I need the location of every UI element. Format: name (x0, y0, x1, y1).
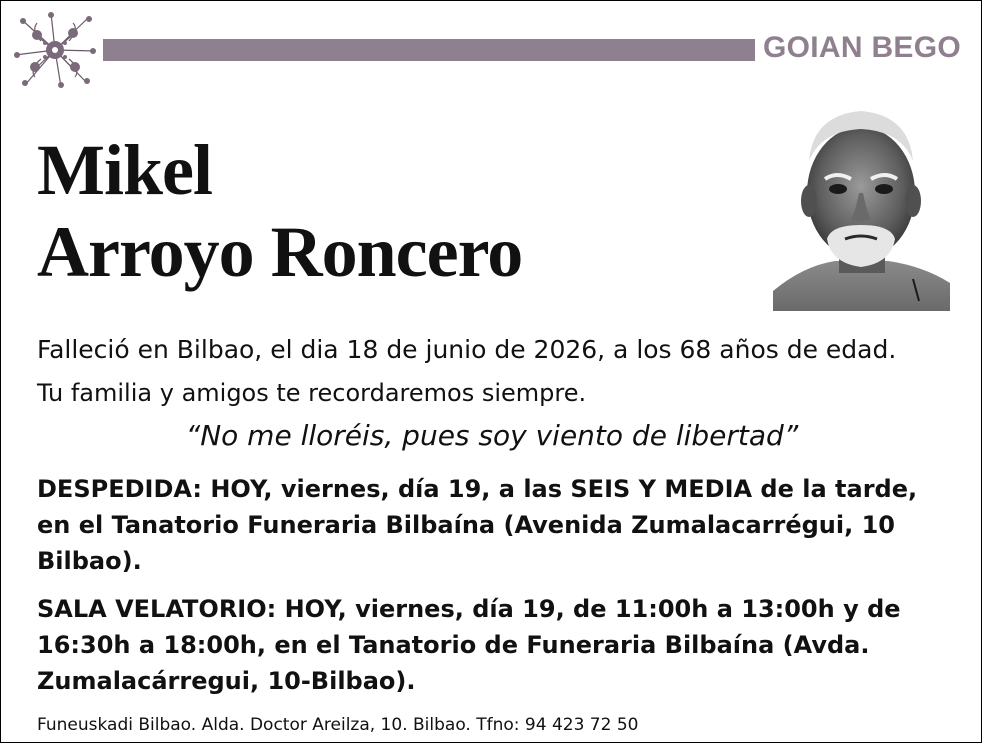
brand-label: GOIAN BEGO (763, 31, 962, 64)
deceased-first-name: Mikel (37, 130, 212, 210)
deceased-surnames: Arroyo Roncero (37, 212, 523, 292)
header-bar (103, 39, 755, 61)
death-notice: Falleció en Bilbao, el dia 18 de junio de 2026, a los 68 años de edad. (37, 335, 897, 364)
funeral-home-info: Funeuskadi Bilbao. Alda. Doctor Areilza, 10. Bilbao. Tfno: 94 423 72 50 (37, 715, 639, 735)
portrait-photo (773, 101, 950, 311)
wake-details: SALA VELATORIO: HOY, viernes, día 19, de 11:00h a 13:00h y de 16:30h a 18:00h, en el Tanatorio de Funeraria Bilbaína (Avda. Zumalacárregui, 10-Bilbao). (37, 595, 901, 695)
farewell-details: DESPEDIDA: HOY, viernes, día 19, a las SEIS Y MEDIA de la tarde, en el Tanatorio Funeraria Bilbaína (Avenida Zumalacarrégui, 10 Bilbao). (37, 475, 918, 575)
memorial-quote: “No me lloréis, pues soy viento de libertad” (185, 419, 799, 452)
remembrance-text: Tu familia y amigos te recordaremos siempre. (37, 379, 587, 407)
floral-ornament-icon (11, 11, 99, 89)
deceased-name (37, 129, 522, 293)
